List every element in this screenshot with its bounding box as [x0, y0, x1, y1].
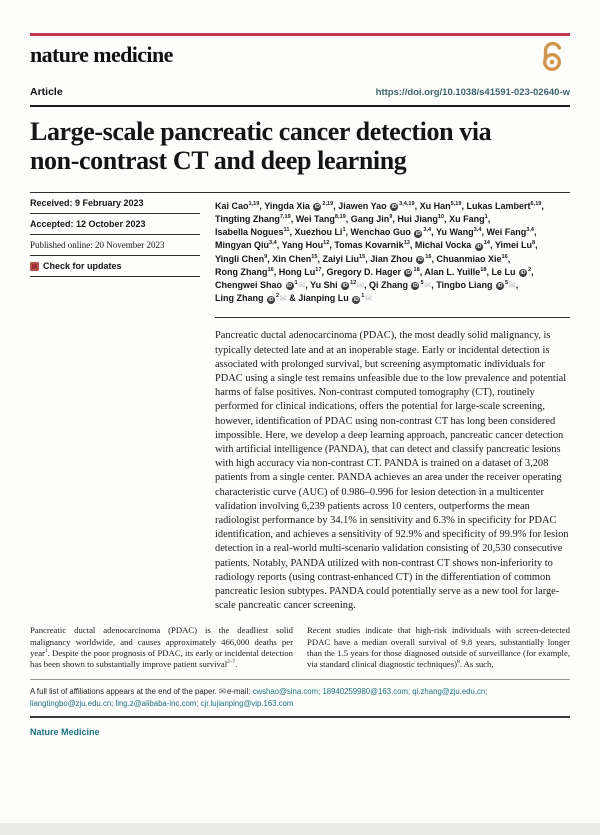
envelope-icon: ✉ — [356, 279, 364, 290]
superscript: 2,19 — [322, 200, 334, 207]
envelope-icon: ✉ — [508, 279, 516, 290]
superscript: 3,4 — [526, 227, 535, 234]
orcid-icon: iD — [287, 283, 293, 290]
affiliations-footnote — [30, 679, 570, 709]
superscript: 12 — [323, 240, 330, 247]
superscript: 2 — [276, 293, 280, 300]
superscript: 2 — [527, 266, 532, 273]
check-for-updates-icon — [30, 262, 39, 271]
orcid-icon: iD — [520, 270, 526, 277]
author-line: Kai Cao$^{1,19}$, Yingda Xia iD$^{2,19}$, Jiawen Yao iD$^{3,4,19}$, Xu Han$^{5,19}$, Lukas Lambert$^{6,19}$, — [215, 200, 544, 211]
superscript: 8 — [457, 659, 460, 666]
superscript: 18 — [413, 266, 420, 273]
orcid-icon: iD — [405, 270, 411, 277]
superscript: 16 — [267, 266, 274, 273]
orcid-icon: iD — [268, 296, 274, 303]
superscript: 5,19 — [450, 200, 462, 207]
superscript: 15 — [311, 253, 318, 260]
orcid-icon: iD — [342, 283, 348, 290]
orcid-icon: iD — [476, 243, 482, 250]
superscript: 6,19 — [530, 200, 542, 207]
affiliation-note-text: A full list of affiliations appears at the end of the paper. — [30, 687, 217, 697]
check-for-updates-button[interactable] — [30, 256, 200, 277]
superscript: 3,4 — [473, 227, 482, 234]
superscript: 1 — [44, 647, 48, 654]
intro-right-column: Recent studies indicate that high-risk individuals with screen-detected PDAC have a median overall survival of 9.8 years, substantially longer than the 1.5 years for those diagnosed outside of surveillance (for example, via standard clinical diagnostic techniques)$^8$. As such, — [307, 625, 570, 670]
masthead — [30, 36, 570, 86]
superscript: 1 — [361, 293, 365, 300]
article-header-row — [30, 86, 570, 107]
superscript: 3,4 — [423, 227, 432, 234]
author-line: Isabella Nogues$^{11}$, Xuezhou Li$^1$, Wenchao Guo iD$^{3,4}$, Yu Wang$^{3,4}$, Wei Fang$^{3,4}$, — [215, 227, 537, 238]
superscript: 1 — [484, 213, 488, 220]
author-line: Chengwei Shao $iD^1✉$, Yu Shi $iD^{12}✉$, Qi Zhang $iD^5✉$, Tingbo Liang $iD^5✉$, — [215, 279, 519, 290]
intro-left-column: Pancreatic ductal adenocarcinoma (PDAC) is the deadliest solid malignancy worldwide, and causes approximately 466,000 deaths per year$^1$. Despite the poor prognosis of PDAC, its early or incidental detection has been shown to substantially improve patient survival$^{2-7}$. — [30, 625, 293, 670]
title-line-1: Large-scale pancreatic cancer detection via — [30, 117, 492, 146]
superscript: 15 — [359, 253, 366, 260]
author-line: Ling Zhang $iD^2✉$ & Jianping Lu $iD^1✉$ — [215, 293, 372, 304]
superscript: 17 — [315, 266, 322, 273]
check-for-updates-label: Check for updates — [43, 260, 122, 271]
superscript: 8,19 — [334, 213, 346, 220]
superscript: 9 — [389, 213, 393, 220]
article-type-label: Article — [30, 86, 63, 98]
author-line: Yingli Chen$^9$, Xin Chen$^{15}$, Zaiyi Liu$^{15}$, Jian Zhou $iD^{16}$, Chuanmiao Xie$^{16}$, — [215, 253, 511, 264]
introduction-columns — [30, 625, 570, 670]
page-edge — [0, 823, 600, 835]
superscript: 14 — [483, 240, 490, 247]
envelope-icon: ✉ — [424, 279, 432, 290]
envelope-icon: ✉ — [218, 686, 226, 697]
email-links[interactable]: cwshao@sina.com; 18940259980@163.com; qi.zhang@zju.edu.cn; liangtingbo@zju.edu.cn; ling.z@alibaba-inc.com; cjr.lujianping@vip.163.com — [30, 687, 488, 708]
title-line-2: non-contrast CT and deep learning — [30, 146, 407, 176]
meta-and-authors — [30, 193, 570, 614]
superscript: 12 — [350, 279, 357, 286]
superscript: 1 — [294, 279, 298, 286]
journal-name: Nature Medicine — [30, 726, 100, 737]
superscript: 13 — [403, 240, 410, 247]
superscript: 3,4 — [269, 240, 277, 247]
superscript: 2–7 — [227, 659, 236, 666]
doi-link[interactable]: https://doi.org/10.1038/s41591-023-02640-w — [375, 87, 570, 98]
superscript: 1,19 — [248, 200, 260, 207]
superscript: 5 — [420, 279, 424, 286]
envelope-icon: ✉ — [279, 293, 287, 304]
received-date: Received: 9 February 2023 — [30, 193, 200, 214]
superscript: 11 — [283, 227, 290, 234]
superscript: 5 — [505, 279, 509, 286]
superscript: 10 — [437, 213, 445, 220]
journal-logo: nature medicine — [30, 42, 173, 67]
superscript: 9 — [264, 253, 268, 260]
orcid-icon: iD — [353, 296, 359, 303]
orcid-icon: iD — [497, 283, 503, 290]
superscript: 1 — [342, 227, 346, 234]
running-footer — [30, 716, 570, 737]
open-access-icon[interactable] — [536, 39, 568, 78]
superscript: 8 — [532, 240, 536, 247]
orcid-icon: iD — [314, 204, 320, 211]
superscript: 3,4,19 — [399, 200, 415, 207]
author-line: Tingting Zhang$^{7,19}$, Wei Tang$^{8,19}$, Gang Jin$^9$, Hui Jiang$^{10}$, Xu Fang$^1$, — [215, 213, 491, 224]
superscript: 16 — [425, 253, 432, 260]
published-date: Published online: 20 November 2023 — [30, 235, 200, 256]
envelope-icon: ✉ — [364, 293, 372, 304]
author-line: Rong Zhang$^{16}$, Hong Lu$^{17}$, Gregory D. Hager $iD^{18}$, Alan L. Yuille$^{18}$, Le Lu $iD^2$, — [215, 266, 534, 277]
envelope-icon: ✉ — [298, 279, 306, 290]
orcid-icon: iD — [417, 257, 423, 264]
email-label: e-mail: — [226, 687, 251, 697]
orcid-icon: iD — [391, 204, 397, 211]
orcid-icon: iD — [412, 283, 418, 290]
orcid-icon: iD — [415, 230, 421, 237]
abstract: Pancreatic ductal adenocarcinoma (PDAC), the most deadly solid malignancy, is typically detected late and at an inoperable stage. Early or incidental detection is associated with prolonged survival, but screening asymptomatic individuals for PDAC using a single test remains unfeasible due to the low prevalence and potential harms of false positives. Non-contrast computed tomography (CT), routinely performed for clinical indications, offers the potential for large-scale screening, however, identification of PDAC using non-contrast CT has long been considered impossible. Here, we develop a deep learning approach, pancreatic cancer detection with artificial intelligence (PANDA), that can detect and classify pancreatic lesions with high accuracy via non-contrast CT. PANDA is trained on a dataset of 3,208 patients from a single center. PANDA achieves an area under the receiver operating characteristic curve (AUC) of 0.986–0.996 for lesion detection in a multicenter validation involving 6,239 patients across 10 centers, outperforms the mean radiologist performance by 34.1% in sensitivity and 6.3% in specificity for PDAC identification, and achieves a sensitivity of 92.9% and specificity of 99.9% for lesion detection in a real-world multi-scenario validation consisting of 20,530 consecutive patients. Notably, PANDA utilized with non-contrast CT shows non-inferiority to radiology reports (using contrast-enhanced CT) in the differentiation of common pancreatic lesion subtypes. PANDA could potentially serve as a new tool for large-scale pancreatic cancer screening. — [215, 317, 570, 613]
main-column — [215, 193, 570, 614]
article-page — [0, 33, 600, 737]
superscript: 18 — [480, 266, 487, 273]
accepted-date: Accepted: 12 October 2023 — [30, 214, 200, 235]
superscript: 16 — [501, 253, 508, 260]
dates-sidebar — [30, 193, 200, 614]
article-title — [30, 117, 570, 176]
author-line: Mingyan Qiu$^{3,4}$, Yang Hou$^{12}$, Tomas Kovarnik$^{13}$, Michal Vocka $iD^{14}$, Yimei Lu$^8$, — [215, 240, 538, 251]
superscript: 7,19 — [279, 213, 291, 220]
author-list — [215, 193, 570, 306]
